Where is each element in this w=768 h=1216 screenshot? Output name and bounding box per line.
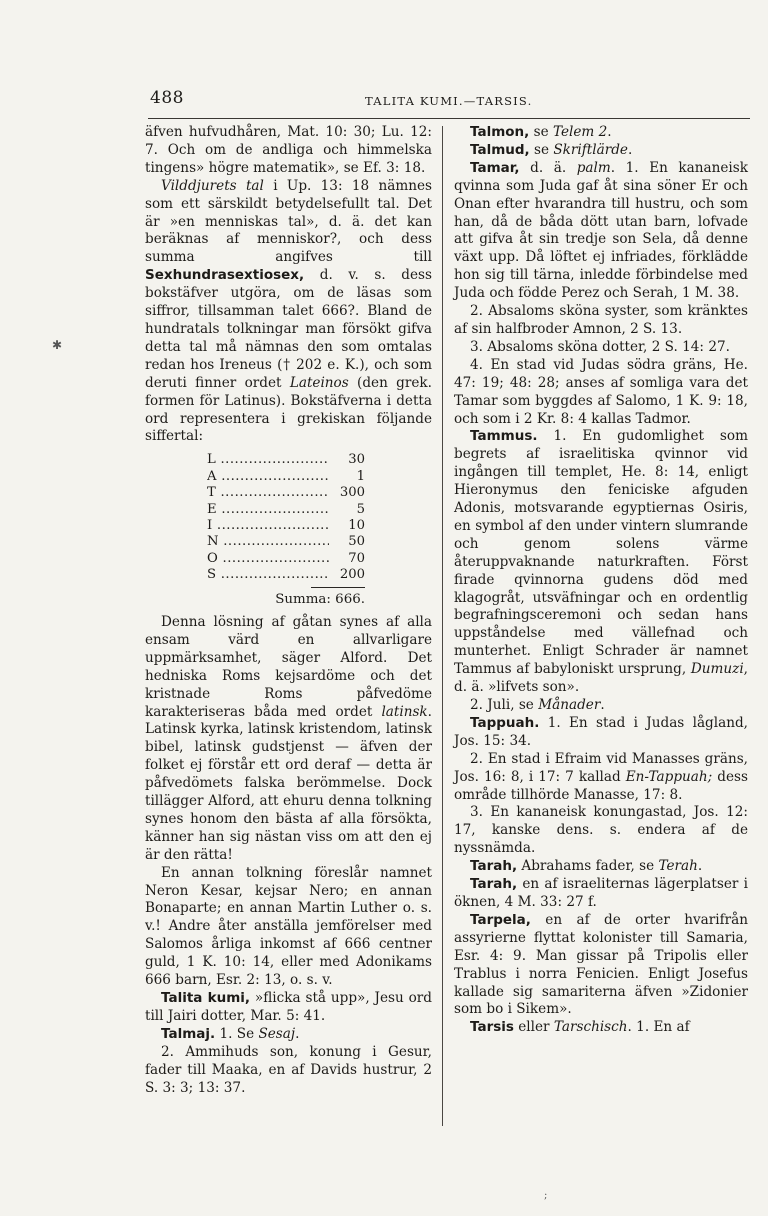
table-row — [207, 485, 365, 501]
table-value: 1 — [356, 468, 365, 484]
sum-rule — [311, 587, 365, 588]
text-run: . 1. En kananeisk qvinna som Juda gaf åt sina söner Er och Onan efter hvarandra till hustru, och som han, då de båda dött utan barn, lofvade att gifva åt sin tredje son Sela, då denne växt upp. Då löftet ej infriades, förklädde hon sig till tärna, inledde förbindelse med Juda och födde Perez och Serah, 1 M. 38. — [454, 159, 748, 302]
header-rule — [148, 118, 750, 119]
headword-sexhundrasextiosex: Sexhundrasextiosex, — [145, 267, 305, 284]
table-value: 70 — [348, 550, 365, 566]
table-value: 200 — [339, 567, 365, 583]
entry-tamar-2: 2. Absaloms sköna syster, som kränktes af sin halfbroder Amnon, 2 S. 13. — [454, 303, 748, 337]
entry-tammus-2 — [454, 697, 748, 715]
italic-term: Telem 2 — [552, 124, 608, 140]
headword-talita-kumi: Talita kumi, — [161, 990, 251, 1006]
text-run: . — [607, 124, 612, 140]
text-run: »flicka stå upp», Jesu ord till Jairi dotter, Mar. 5: 41. — [145, 990, 432, 1024]
left-column — [145, 124, 432, 1097]
headword-talmaj: Talmaj. — [161, 1025, 216, 1042]
text-run: 1. Se — [215, 1025, 259, 1042]
table-row — [207, 534, 365, 550]
text-run: . — [697, 858, 703, 875]
text-run: . — [295, 1025, 300, 1042]
italic-term: palm — [576, 159, 611, 176]
text-run: (den grek. formen för Latinus). Bokstäfverna i detta ord representera i grekiskan följande siffertal: — [145, 374, 432, 445]
headword-talmud: Talmud, — [470, 141, 530, 158]
headword-tarah: Tarah, — [470, 858, 518, 875]
entry-tarah-2 — [454, 876, 748, 912]
headword-tarpela: Tarpela, — [470, 911, 531, 928]
text-run: . — [600, 697, 605, 713]
headword-tammus: Tammus. — [470, 428, 538, 445]
text-run: , d. ä. »lifvets son». — [454, 661, 748, 696]
table-letter: O ..... — [207, 551, 329, 567]
entry-tamar-3: 3. Absaloms sköna dotter, 2 S. 14: 27. — [470, 338, 730, 355]
entry-tamar — [454, 160, 748, 303]
text-run: d. ä. — [519, 159, 577, 176]
text-run: se — [529, 124, 553, 140]
number-table — [207, 452, 365, 608]
table-value: 30 — [348, 452, 365, 468]
headword-tappuah: Tappuah. — [470, 714, 540, 731]
table-sum: Summa: 666. — [275, 591, 365, 607]
paragraph-continuation: äfven hufvudhåren, Mat. 10: 30; Lu. 12: 7. Och om de andliga och himmelska tingens» högre matematik», se Ef. 3: 18. — [145, 124, 432, 176]
entry-talita-kumi — [145, 990, 432, 1026]
running-title: TALITA KUMI.—TARSIS. — [365, 94, 533, 108]
margin-mark: ✱ — [52, 338, 63, 352]
text-run: en af israeliternas lägerplatser i öknen, 4 M. 33: 27 f. — [454, 876, 748, 910]
italic-term: Terah — [658, 858, 698, 875]
text-run: en af de orter hvarifrån assyrierne flyttat kolonister till Samaria, Esr. 4: 9. Man gissar på Tripolis eller Trablus i norra Fenicien. Enligt Josefus kallade sig samariterna äfven »Zidonier som bo i Sikem». — [454, 911, 748, 1018]
table-row — [207, 452, 365, 468]
text-run: dess område tillhörde Manasse, 17: 8. — [454, 768, 748, 803]
table-letter: I ..... — [207, 518, 329, 534]
text-run: Abrahams fader, se — [517, 858, 659, 875]
italic-term: Månader — [538, 697, 601, 713]
entry-tappuah-3: 3. En kananeisk konungastad, Jos. 12: 17, kanske dens. s. endera af de nyssnämda. — [454, 804, 748, 857]
table-row — [207, 551, 365, 567]
column-divider — [442, 126, 443, 1126]
table-row — [207, 469, 365, 485]
entry-tappuah-2 — [454, 751, 748, 805]
paragraph-vilddjurets-tal — [145, 178, 432, 447]
entry-talmaj — [145, 1026, 432, 1044]
right-column — [454, 124, 748, 1037]
italic-term: Vilddjurets tal — [161, 177, 264, 194]
text-run: 1. En stad i Judas lågland, Jos. 15: 34. — [454, 714, 748, 749]
italic-term: Dumuzi — [690, 661, 744, 678]
table-value: 300 — [339, 485, 365, 501]
table-value: 50 — [348, 534, 365, 550]
entry-tarah-1 — [454, 858, 748, 876]
table-letter: E ..... — [207, 502, 329, 518]
table-letter: N ..... — [207, 534, 329, 550]
text-run: 2. En stad i Efraim vid Manasses gräns, Jos. 16: 8, i 17: 7 kallad — [454, 750, 748, 785]
headword-tarah: Tarah, — [470, 876, 518, 893]
paragraph-en-annan: En annan tolkning föreslår namnet Neron Kesar, kejsar Nero; en annan Bonaparte; en annan Martin Luther o. s. v.! Andre åter anställa jemförelser med Salomos årliga inkomst af 666 centner guld, 1 K. 10: 14, eller med Adonikams 666 barn, Esr. 2: 13, o. s. v. — [145, 864, 432, 989]
italic-term: latinsk — [381, 703, 428, 720]
table-value: 5 — [356, 501, 365, 517]
page-header — [150, 88, 740, 112]
headword-tarsis: Tarsis — [470, 1019, 514, 1036]
italic-term: Tarschisch — [553, 1019, 628, 1036]
paragraph-denna-losning — [145, 614, 432, 865]
italic-term: Sesaj — [258, 1025, 296, 1042]
entry-talmon — [454, 124, 748, 142]
text-run: 1. En gudomlighet som begrets af israelitiska qvinnor vid ingången till templet, He. 8: 14, enligt Hieronymus den feniciske afguden Adonis, motsvarande egyptiernas Osiris, en symbol af den under vintern slumrande och genom solens värme återuppvaknande naturkraften. Först firade qvinnorna gudens död med klagogråt, utsväfningar och en ordentlig begrafningsceremoni och sedan hans uppståndelse med vällefnad och munterhet. Enligt Schrader är namnet Tammus af babyloniskt ursprung, — [454, 428, 748, 678]
entry-tammus — [454, 428, 748, 697]
speck-mark: ; — [544, 1190, 548, 1201]
entry-talmaj-2: 2. Ammihuds son, konung i Gesur, fader till Maaka, en af Davids hustrur, 2 S. 3: 3; 13: 37. — [145, 1043, 432, 1096]
entry-tarpela — [454, 912, 748, 1019]
entry-tappuah — [454, 715, 748, 751]
headword-tamar: Tamar, — [470, 159, 520, 176]
text-run: i Up. 13: 18 nämnes som ett särskildt betydelsefullt tal. Det är »en menniskas tal», d. ä. det kan beräknas af menniskor?, och dess summa angifves till — [145, 177, 432, 266]
text-run: Denna lösning af gåtan synes af alla ensam värd en allvarligare uppmärksamhet, säger Alford. Det hedniska Roms kejsardöme och det kristnade Roms påfvedöme karakteriseras båda med ordet — [145, 613, 432, 720]
text-run: eller — [513, 1019, 554, 1036]
italic-term: Skriftlärde — [553, 141, 628, 158]
page-number: 488 — [150, 88, 184, 108]
table-row — [207, 567, 365, 583]
table-letter: S ..... — [207, 567, 329, 583]
table-letter: L ..... — [207, 452, 329, 468]
text-run: . Latinsk kyrka, latinsk kristendom, latinsk bibel, latinsk gudstjenst — äfven der folket ej förstår ett ord deraf — detta är påfvedömets falska berömmelse. Dock tillägger Alford, att ehuru denna tolkning synes honom den bästa af alla försökta, känner han sig nästan viss om att den ej är den rätta! — [145, 703, 432, 863]
headword-talmon: Talmon, — [470, 124, 530, 140]
table-letter: T ..... — [207, 485, 329, 501]
entry-tarsis — [454, 1019, 748, 1037]
text-run: d. v. s. dess bokstäfver utgöra, om de läsas som siffror, tillsamman talet 666?. Bland de hundratals tolkningar man försökt gifva detta tal må nämnas den som omtalas redan hos Ireneus († 202 e. K.), och som deruti finner ordet — [145, 267, 432, 391]
text-run: se — [529, 141, 554, 158]
entry-talmud — [454, 142, 748, 160]
entry-tamar-4: 4. En stad vid Judas södra gräns, He. 47: 19; 48: 28; anses af somliga vara det Tamar som byggdes af Salomo, 1 K. 9: 18, och som i 2 Kr. 8: 4 kallas Tadmor. — [454, 356, 748, 427]
text-run: 2. Juli, se — [470, 697, 539, 713]
italic-term: En-Tappuah; — [625, 768, 713, 785]
table-row — [207, 518, 365, 534]
italic-term: Lateinos — [289, 374, 349, 391]
table-letter: A ..... — [207, 469, 329, 485]
table-row — [207, 502, 365, 518]
text-run: . 1. En af — [627, 1019, 690, 1036]
table-value: 10 — [348, 517, 365, 533]
text-run: . — [627, 141, 633, 158]
